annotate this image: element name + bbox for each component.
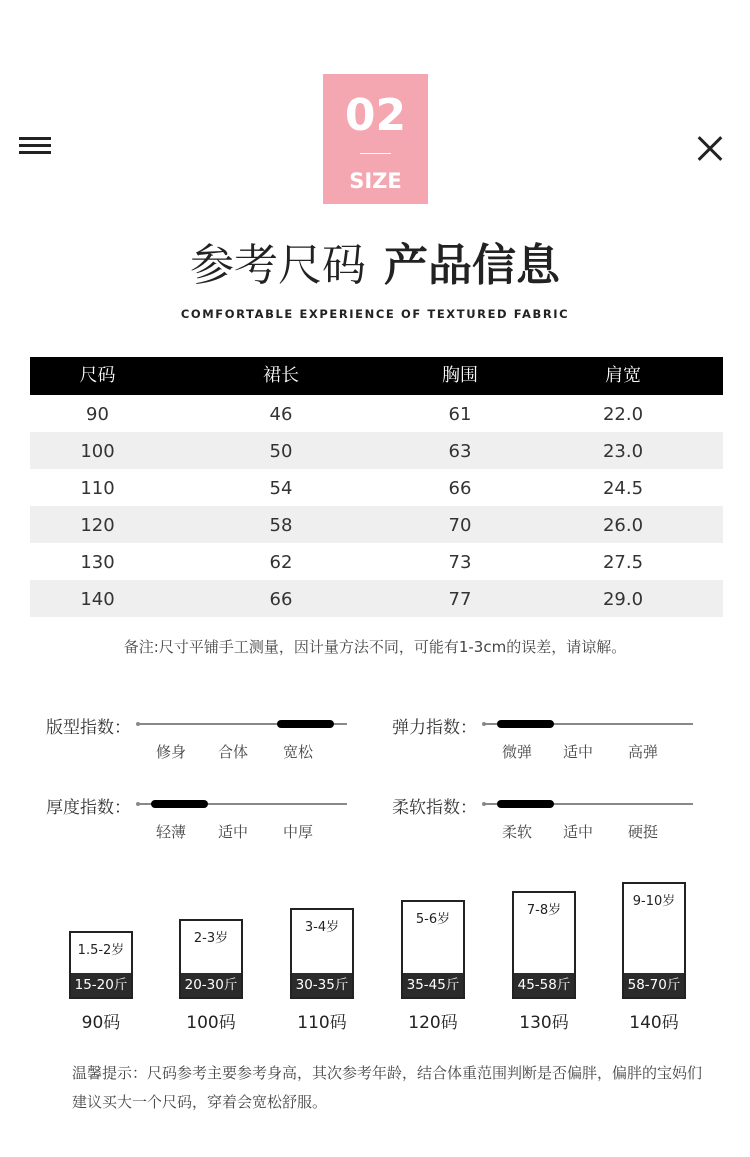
table-cell: 62	[269, 552, 293, 573]
size-label: 120码	[408, 1013, 458, 1033]
scale-option: 宽松	[283, 743, 314, 761]
table-row	[30, 543, 723, 580]
table-cell: 63	[448, 441, 472, 462]
weight-range: 35-45斤	[403, 973, 463, 997]
table-cell: 26.0	[602, 515, 644, 536]
fit-index-label: 版型指数：	[46, 718, 131, 738]
table-cell: 110	[80, 478, 115, 499]
table-cell: 61	[448, 404, 472, 425]
table-cell: 130	[80, 552, 115, 573]
elasticity-index-label: 弹力指数：	[392, 718, 477, 738]
scale-option: 微弹	[502, 743, 533, 761]
scale-option: 合体	[218, 743, 249, 761]
table-cell: 24.5	[602, 478, 644, 499]
scale-option: 适中	[563, 823, 594, 841]
size-guide-card	[512, 891, 576, 999]
table-cell: 77	[448, 589, 472, 610]
scale-option: 中厚	[283, 823, 314, 841]
scale-option: 轻薄	[156, 823, 187, 841]
age-range: 3-4岁	[304, 920, 340, 935]
age-range: 1.5-2岁	[77, 943, 125, 958]
size-label: 90码	[81, 1013, 121, 1033]
measurement-note: 备注:尺寸平铺手工测量，因计量方法不同，可能有1-3cm的误差，请谅解。	[123, 638, 627, 656]
scale-option: 修身	[156, 743, 187, 761]
page-subtitle: COMFORTABLE EXPERIENCE OF TEXTURED FABRIC	[180, 307, 570, 321]
close-icon[interactable]	[697, 136, 723, 162]
weight-range: 20-30斤	[181, 973, 241, 997]
table-row	[30, 580, 723, 617]
table-cell: 54	[269, 478, 293, 499]
size-table-header	[30, 357, 723, 395]
table-cell: 50	[269, 441, 293, 462]
age-range: 2-3岁	[193, 931, 229, 946]
size-label: 140码	[629, 1013, 679, 1033]
table-cell: 46	[269, 404, 293, 425]
weight-range: 15-20斤	[71, 973, 131, 997]
header-cell: 尺码	[79, 365, 116, 386]
table-cell: 66	[269, 589, 293, 610]
header-cell: 胸围	[442, 365, 478, 386]
softness-index-label: 柔软指数：	[392, 798, 477, 818]
weight-range: 58-70斤	[624, 973, 684, 997]
size-guide-card	[401, 900, 465, 999]
badge-divider	[360, 153, 391, 154]
size-label: 110码	[297, 1013, 347, 1033]
badge-number: 02	[344, 90, 407, 141]
size-label: 130码	[519, 1013, 569, 1033]
age-range: 7-8岁	[526, 903, 562, 918]
table-cell: 23.0	[602, 441, 644, 462]
softness-index-marker	[497, 800, 554, 808]
scale-option: 适中	[563, 743, 594, 761]
table-cell: 100	[80, 441, 115, 462]
badge-word: SIZE	[349, 169, 402, 193]
table-row	[30, 395, 723, 432]
size-guide-card	[179, 919, 243, 999]
table-cell: 70	[448, 515, 472, 536]
fit-index-marker	[277, 720, 334, 728]
age-range: 9-10岁	[632, 894, 676, 909]
table-cell: 140	[80, 589, 115, 610]
table-cell: 66	[448, 478, 472, 499]
table-cell: 73	[448, 552, 472, 573]
elasticity-index-marker	[497, 720, 554, 728]
header-cell: 肩宽	[605, 365, 641, 386]
table-cell: 120	[80, 515, 115, 536]
size-label: 100码	[186, 1013, 236, 1033]
table-cell: 27.5	[602, 552, 644, 573]
age-range: 5-6岁	[415, 912, 451, 927]
size-tip: 温馨提示：尺码参考主要参考身高，其次参考年龄，结合体重范围判断是否偏胖，偏胖的宝妈们建议买大一个尺码，穿着会宽松舒服。	[72, 1064, 703, 1111]
table-cell: 90	[86, 404, 109, 425]
title-part-1: 参考尺码	[190, 240, 366, 291]
scale-option: 柔软	[502, 823, 533, 841]
scale-option: 高弹	[628, 743, 659, 761]
size-guide-card	[622, 882, 686, 999]
table-cell: 22.0	[602, 404, 644, 425]
table-cell: 58	[269, 515, 293, 536]
page-title	[0, 238, 750, 294]
table-row	[30, 506, 723, 543]
size-table	[30, 357, 723, 617]
hamburger-menu-icon[interactable]	[19, 137, 51, 155]
scale-option: 硬挺	[628, 823, 659, 841]
size-guide-card	[290, 908, 354, 999]
size-guide-card	[69, 931, 133, 999]
table-row	[30, 469, 723, 506]
title-part-2: 产品信息	[384, 240, 560, 291]
thickness-index-marker	[151, 800, 208, 808]
scale-option: 适中	[218, 823, 249, 841]
weight-range: 45-58斤	[514, 973, 574, 997]
table-cell: 29.0	[602, 589, 644, 610]
header-cell: 裙长	[263, 365, 299, 386]
weight-range: 30-35斤	[292, 973, 352, 997]
section-badge	[323, 74, 428, 204]
table-row	[30, 432, 723, 469]
thickness-index-label: 厚度指数：	[46, 798, 131, 818]
